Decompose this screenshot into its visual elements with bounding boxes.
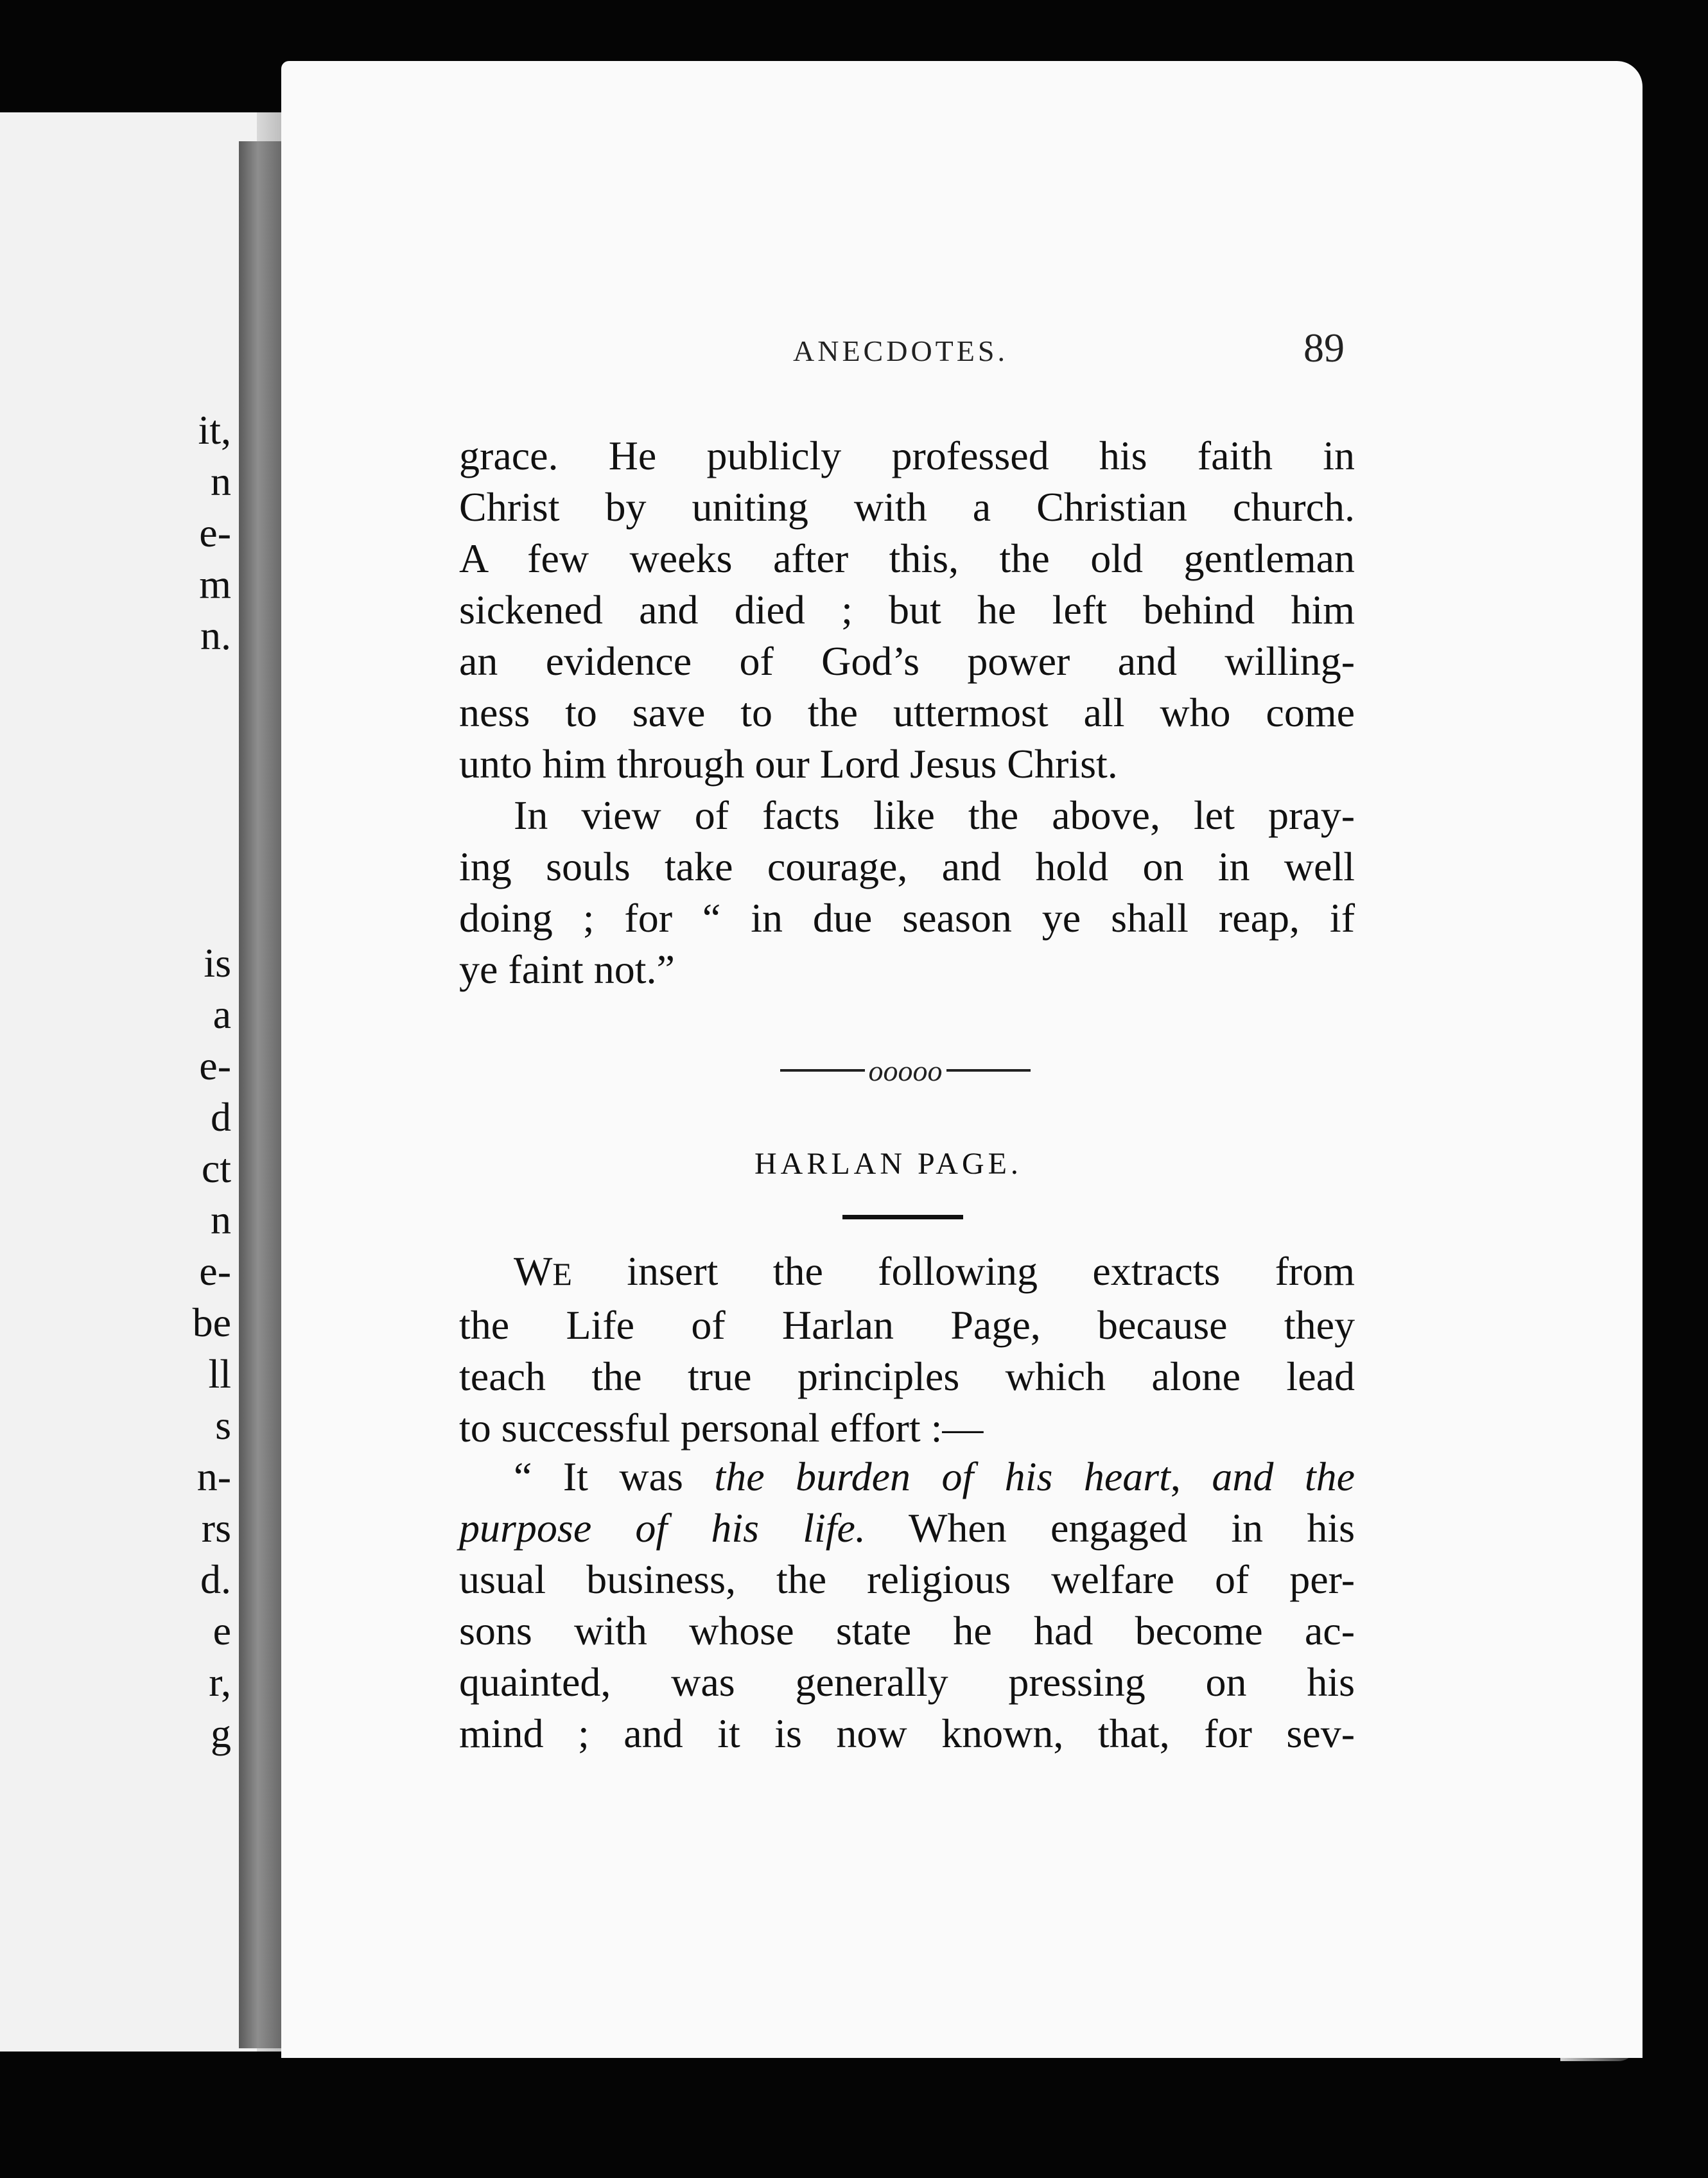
- left-fragment: it,: [198, 407, 231, 453]
- line-text: When engaged in his: [865, 1505, 1355, 1551]
- left-fragment: ll: [208, 1351, 231, 1397]
- left-fragment: a: [213, 991, 231, 1037]
- ornament-text: ooooo: [868, 1054, 943, 1087]
- line-text: “ It was: [514, 1454, 715, 1499]
- section-title: HARLAN PAGE.: [754, 1147, 1022, 1181]
- text-line: [459, 1246, 1355, 1300]
- text-line: In view of facts like the above, let pray-: [514, 792, 1355, 838]
- italic-text: purpose of his life.: [459, 1505, 866, 1551]
- initial-letter: W: [514, 1248, 553, 1294]
- text-line: sickened and died ; but he left behind him: [459, 587, 1355, 632]
- line-text: insert the following extracts from: [571, 1248, 1355, 1294]
- text-line: doing ; for “ in due season ye shall reap, if: [459, 895, 1355, 941]
- left-fragment: m: [199, 561, 231, 607]
- running-head: ANECDOTES.: [793, 335, 1008, 367]
- line-text: ,: [1170, 1454, 1212, 1499]
- left-fragment: e-: [199, 1248, 231, 1294]
- text-line: quainted, was generally pressing on his: [459, 1659, 1355, 1705]
- left-fragment: s: [215, 1402, 231, 1448]
- text-line: the Life of Harlan Page, because they: [459, 1302, 1355, 1348]
- page-number: 89: [1303, 325, 1345, 370]
- text-line: [459, 1503, 1355, 1554]
- text-line: sons with whose state he had become ac-: [459, 1608, 1355, 1653]
- paragraph-4: [459, 1451, 1355, 1759]
- left-fragment: e-: [199, 1043, 231, 1088]
- text-line: teach the true principles which alone lead: [459, 1354, 1355, 1399]
- italic-text: the burden of his heart: [714, 1454, 1171, 1499]
- left-fragment: g: [211, 1711, 231, 1756]
- left-fragment: be: [192, 1300, 231, 1345]
- small-caps-text: E: [552, 1256, 572, 1292]
- left-fragment: rs: [201, 1505, 231, 1551]
- paragraph-2: [459, 790, 1355, 995]
- paragraph-1: [459, 430, 1355, 790]
- ornament-rule-left: [780, 1069, 865, 1072]
- left-fragment: is: [204, 940, 231, 986]
- title-rule: [842, 1215, 963, 1219]
- left-fragment: e-: [199, 510, 231, 555]
- italic-text: and the: [1212, 1454, 1355, 1499]
- left-fragment: n: [211, 458, 231, 504]
- left-fragment: ct: [201, 1146, 231, 1191]
- text-line: ye faint not.”: [459, 946, 675, 992]
- text-line: ness to save to the uttermost all who come: [459, 690, 1355, 735]
- paragraph-3: [459, 1246, 1355, 1454]
- text-line: to successful personal effort :—: [459, 1405, 984, 1451]
- text-line: mind ; and it is now known, that, for sev-: [459, 1711, 1355, 1756]
- text-line: [459, 1451, 1355, 1503]
- left-fragment: d.: [200, 1556, 231, 1602]
- text-line: Christ by uniting with a Christian church.: [459, 484, 1355, 530]
- ornament-rule-right: [946, 1069, 1031, 1072]
- text-line: ing souls take courage, and hold on in well: [459, 844, 1355, 889]
- left-fragment: e: [213, 1608, 231, 1653]
- left-fragment: d: [211, 1094, 231, 1140]
- section-ornament: [780, 1048, 1031, 1093]
- book-gutter: [239, 141, 281, 2048]
- left-fragment: n: [211, 1197, 231, 1242]
- left-fragment: r,: [209, 1659, 231, 1705]
- left-fragment: n.: [200, 613, 231, 658]
- text-line: A few weeks after this, the old gentleman: [459, 536, 1355, 581]
- left-fragment: n-: [196, 1454, 231, 1499]
- text-line: unto him through our Lord Jesus Christ.: [459, 741, 1118, 787]
- text-line: grace. He publicly professed his faith in: [459, 433, 1355, 478]
- text-line: usual business, the religious welfare of per-: [459, 1556, 1355, 1602]
- text-line: an evidence of God’s power and willing-: [459, 638, 1355, 684]
